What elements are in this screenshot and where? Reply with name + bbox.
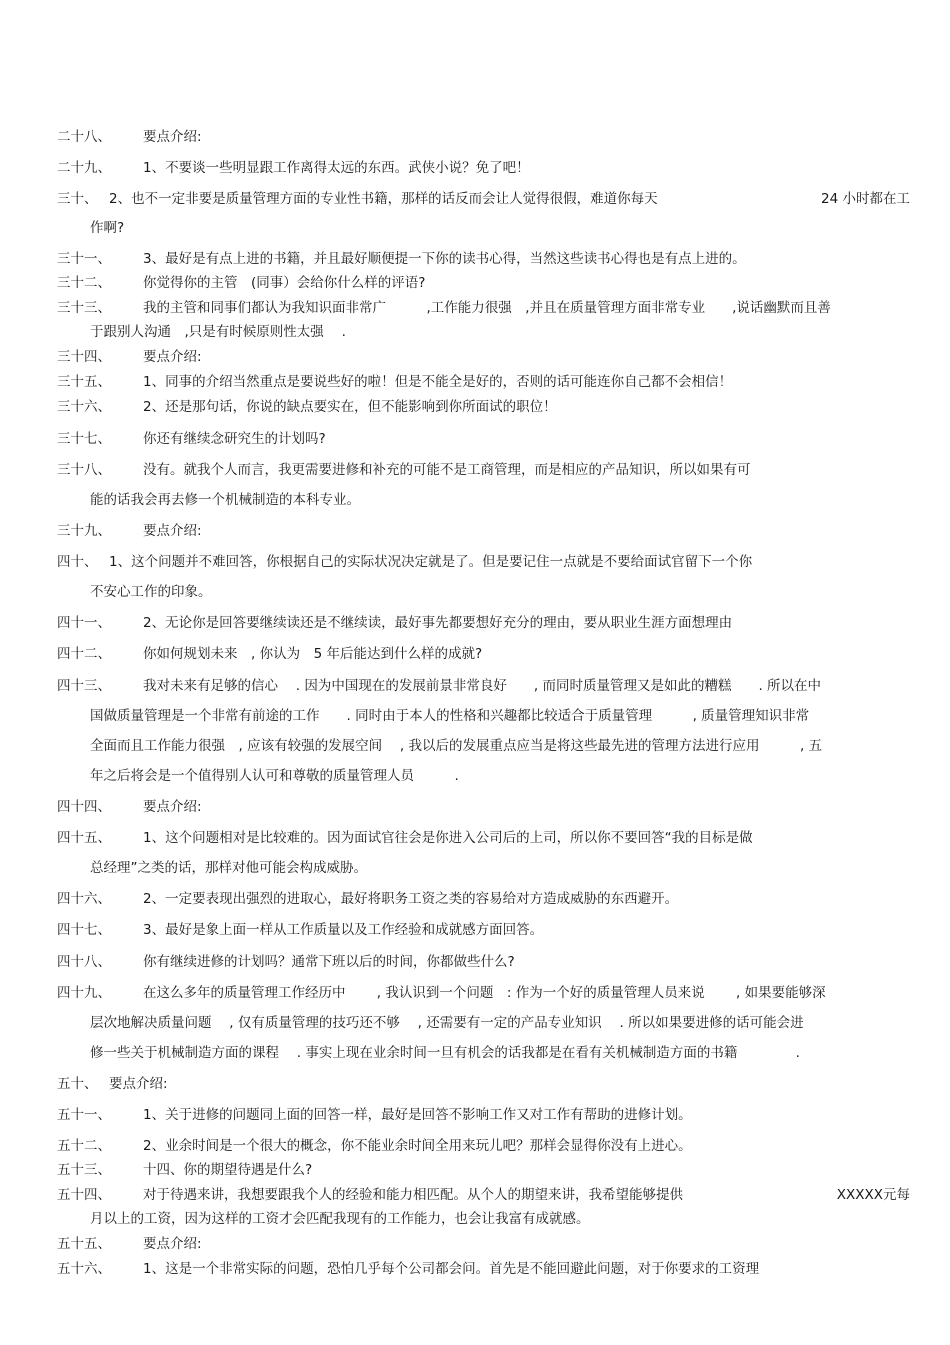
paragraph-text: 你如何规划未来 , 你认为 5 年后能达到什么样的成就? — [143, 646, 483, 662]
paragraph-40-continuation: 不安心工作的印象。 — [90, 584, 212, 600]
paragraph-text-tail: 24 小时都在工 — [821, 191, 910, 207]
paragraph-text: 你有继续进修的计划吗？通常下班以后的时间，你都做些什么? — [143, 954, 515, 970]
paragraph-text: 你还有继续念研究生的计划吗? — [143, 431, 326, 447]
paragraph-text: 要点介绍: — [143, 799, 202, 815]
paragraph-text: 3、最好是有点上进的书籍，并且最好顺便提一下你的读书心得，当然这些读书心得也是有点上进的。 — [143, 251, 746, 267]
paragraph-32 — [57, 273, 910, 293]
paragraph-text: 3、最好是象上面一样从工作质量以及工作经验和成就感方面回答。 — [143, 922, 544, 938]
paragraph-number: 三十六、 — [57, 399, 111, 415]
paragraph-text: 没有。就我个人而言，我更需要进修和补充的可能不是工商管理，而是相应的产品知识，所以如果有可 — [143, 462, 751, 478]
paragraph-text: 1、不要谈一些明显跟工作离得太远的东西。武侠小说？免了吧！ — [143, 160, 530, 176]
paragraph-38-continuation: 能的话我会再去修一个机械制造的本科专业。 — [90, 492, 360, 508]
paragraph-number: 四十五、 — [57, 830, 111, 846]
paragraph-56 — [57, 1259, 910, 1279]
paragraph-number: 五十三、 — [57, 1162, 111, 1178]
paragraph-number: 四十七、 — [57, 922, 111, 938]
paragraph-38 — [57, 460, 910, 480]
paragraph-number: 三十八、 — [57, 462, 111, 478]
paragraph-41 — [57, 613, 910, 633]
paragraph-48 — [57, 952, 910, 972]
paragraph-text: 1、这是一个非常实际的问题，恐怕几乎每个公司都会问。首先是不能回避此问题，对于你要求的工资理 — [143, 1261, 760, 1277]
paragraph-42 — [57, 644, 910, 664]
paragraph-number: 五十四、 — [57, 1187, 111, 1203]
paragraph-44 — [57, 797, 910, 817]
paragraph-number: 五十五、 — [57, 1236, 111, 1252]
paragraph-33 — [57, 298, 910, 318]
paragraph-number: 五十二、 — [57, 1138, 111, 1154]
paragraph-number: 三十五、 — [57, 374, 111, 390]
paragraph-text: 我对未来有足够的信心 . 因为中国现在的发展前景非常良好 , 而同时质量管理又是如此的糟糕 . 所以在中 — [143, 678, 822, 694]
paragraph-54 — [57, 1185, 910, 1205]
paragraph-text: 在这么多年的质量管理工作经历中 , 我认识到一个问题 : 作为一个好的质量管理人员来说 , 如果要能够深 — [143, 985, 826, 1001]
paragraph-45-continuation: 总经理”之类的话，那样对他可能会构成威胁。 — [90, 860, 367, 876]
paragraph-51 — [57, 1105, 910, 1125]
paragraph-43 — [57, 676, 910, 696]
paragraph-33-continuation: 于跟别人沟通 ,只是有时候原则性太强 . — [90, 324, 346, 340]
paragraph-text: 2、也不一定非要是质量管理方面的专业性书籍，那样的话反而会让人觉得很假，难道你每天 — [109, 191, 658, 207]
paragraph-36 — [57, 397, 910, 417]
paragraph-35 — [57, 372, 910, 392]
paragraph-number: 三十一、 — [57, 251, 111, 267]
paragraph-text: 我的主管和同事们都认为我知识面非常广 ,工作能力很强 ,并且在质量管理方面非常专业 ,说话幽默而且善 — [143, 300, 831, 316]
paragraph-43-continuation-3: 年之后将会是一个值得别人认可和尊敬的质量管理人员 . — [90, 768, 459, 784]
paragraph-46 — [57, 889, 910, 909]
paragraph-number: 五十六、 — [57, 1261, 111, 1277]
paragraph-text: 对于待遇来讲，我想要跟我个人的经验和能力相匹配。从个人的期望来讲，我希望能够提供 — [143, 1187, 683, 1203]
paragraph-text: 要点介绍: — [143, 1236, 202, 1252]
paragraph-text: 2、一定要表现出强烈的进取心，最好将职务工资之类的容易给对方造成威胁的东西避开。 — [143, 891, 679, 907]
paragraph-47 — [57, 920, 910, 940]
paragraph-number: 三十九、 — [57, 523, 111, 539]
paragraph-50 — [57, 1074, 910, 1094]
paragraph-number: 五十一、 — [57, 1107, 111, 1123]
paragraph-text: 要点介绍: — [143, 349, 202, 365]
paragraph-number: 三十四、 — [57, 349, 111, 365]
paragraph-text: 2、还是那句话，你说的缺点要实在，但不能影响到你所面试的职位！ — [143, 399, 557, 415]
paragraph-40 — [57, 552, 910, 572]
paragraph-37 — [57, 429, 910, 449]
paragraph-text: 2、无论你是回答要继续读还是不继续读，最好事先都要想好充分的理由，要从职业生涯方面想理由 — [143, 615, 733, 631]
paragraph-number: 三十、 — [57, 191, 98, 207]
paragraph-49-continuation-1: 层次地解决质量问题 , 仅有质量管理的技巧还不够 , 还需要有一定的产品专业知识 . 所以如果要进修的话可能会进 — [90, 1015, 804, 1031]
paragraph-number: 三十七、 — [57, 431, 111, 447]
paragraph-text: 要点介绍: — [143, 129, 202, 145]
paragraph-text: 你觉得你的主管 (同事）会给你什么样的评语? — [143, 275, 426, 291]
paragraph-number: 四十九、 — [57, 985, 111, 1001]
paragraph-number: 四十六、 — [57, 891, 111, 907]
paragraph-31 — [57, 249, 910, 269]
paragraph-49 — [57, 983, 910, 1003]
paragraph-52 — [57, 1136, 910, 1156]
paragraph-49-continuation-2: 修一些关于机械制造方面的课程 . 事实上现在业余时间一旦有机会的话我都是在看有关机械制造方面的书籍 . — [90, 1045, 800, 1061]
paragraph-number: 四十四、 — [57, 799, 111, 815]
paragraph-34 — [57, 347, 910, 367]
paragraph-number: 四十二、 — [57, 646, 111, 662]
paragraph-30-continuation: 作啊? — [90, 220, 125, 236]
paragraph-number: 四十、 — [57, 554, 98, 570]
paragraph-54-continuation: 月以上的工资，因为这样的工资才会匹配我现有的工作能力，也会让我富有成就感。 — [90, 1211, 590, 1227]
paragraph-number: 二十八、 — [57, 129, 111, 145]
paragraph-number: 五十、 — [57, 1076, 98, 1092]
paragraph-53 — [57, 1160, 910, 1180]
paragraph-text: 2、业余时间是一个很大的概念，你不能业余时间全用来玩儿吧？那样会显得你没有上进心。 — [143, 1138, 692, 1154]
paragraph-number: 三十二、 — [57, 275, 111, 291]
paragraph-text: 要点介绍: — [109, 1076, 168, 1092]
paragraph-55 — [57, 1234, 910, 1254]
paragraph-30 — [57, 189, 910, 209]
paragraph-number: 二十九、 — [57, 160, 111, 176]
paragraph-number: 四十八、 — [57, 954, 111, 970]
paragraph-29 — [57, 158, 910, 178]
paragraph-28 — [57, 127, 910, 147]
paragraph-number: 三十三、 — [57, 300, 111, 316]
paragraph-text-tail: XXXXX元每 — [836, 1187, 910, 1203]
paragraph-43-continuation-2: 全面而且工作能力很强 , 应该有较强的发展空间 , 我以后的发展重点应当是将这些最先进的管理方法进行应用 , 五 — [90, 738, 823, 754]
paragraph-39 — [57, 521, 910, 541]
paragraph-43-continuation-1: 国做质量管理是一个非常有前途的工作 . 同时由于本人的性格和兴趣都比较适合于质量管理 , 质量管理知识非常 — [90, 708, 810, 724]
paragraph-text: 1、关于进修的问题同上面的回答一样，最好是回答不影响工作又对工作有帮助的进修计划。 — [143, 1107, 692, 1123]
paragraph-text: 1、同事的介绍当然重点是要说些好的啦！但是不能全是好的，否则的话可能连你自己都不会相信！ — [143, 374, 733, 390]
paragraph-number: 四十三、 — [57, 678, 111, 694]
paragraph-number: 四十一、 — [57, 615, 111, 631]
paragraph-text: 1、这个问题并不难回答，你根据自己的实际状况决定就是了。但是要记住一点就是不要给面试官留下一个你 — [109, 554, 753, 570]
paragraph-text: 十四、你的期望待遇是什么? — [143, 1162, 313, 1178]
paragraph-text: 要点介绍: — [143, 523, 202, 539]
paragraph-45 — [57, 828, 910, 848]
paragraph-text: 1、这个问题相对是比较难的。因为面试官往会是你进入公司后的上司，所以你不要回答“我的目标是做 — [143, 830, 753, 846]
